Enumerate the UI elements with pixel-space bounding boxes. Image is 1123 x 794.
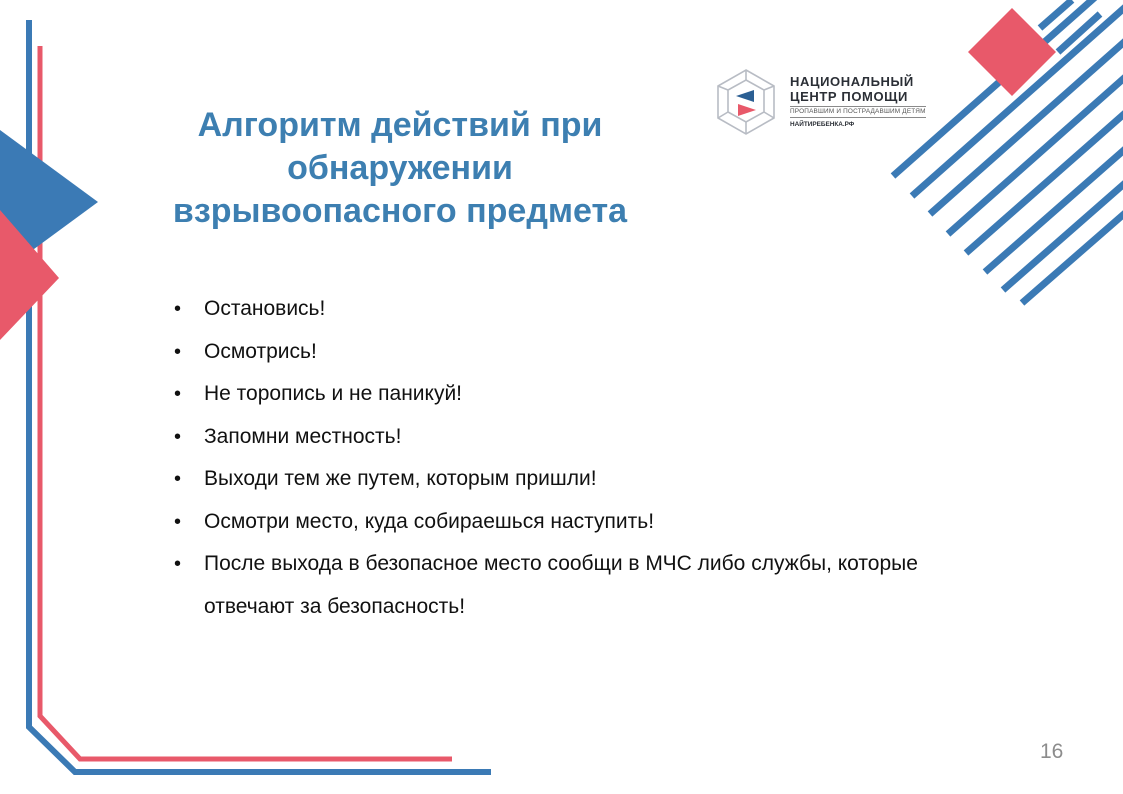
page-number: 16 <box>1040 740 1064 763</box>
logo-line-2: ЦЕНТР ПОМОЩИ <box>790 89 908 104</box>
instruction-list <box>172 288 952 628</box>
logo-blue-triangle <box>736 90 754 102</box>
ncpc-logo <box>714 66 924 138</box>
list-item: • Не торопись и не паникуй! <box>172 373 952 416</box>
title-line: обнаружении <box>287 149 513 187</box>
logo-red-triangle <box>738 104 756 116</box>
title-line: взрывоопасного предмета <box>172 192 628 230</box>
logo-line-3: ПРОПАВШИМ И ПОСТРАДАВШИМ ДЕТЯМ <box>790 106 926 118</box>
logo-website: НАЙТИРЕБЕНКА.РФ <box>790 121 855 128</box>
list-item: • Выходи тем же путем, которым пришли! <box>172 458 952 501</box>
logo-text <box>790 74 926 129</box>
list-item: • Осмотри место, куда собираешься наступить! <box>172 501 952 544</box>
list-item: • Осмотрись! <box>172 331 952 374</box>
list-item: • Остановись! <box>172 288 952 331</box>
logo-hexagon-icon <box>714 66 778 138</box>
title-line: Алгоритм действий при <box>197 106 603 144</box>
list-item: • После выхода в безопасное место сообщи в МЧС либо службы, которые отвечают за безопасность! <box>172 543 924 628</box>
list-item: • Запомни местность! <box>172 416 952 459</box>
stripe <box>1022 200 1123 303</box>
logo-line-1: НАЦИОНАЛЬНЫЙ <box>790 74 914 89</box>
slide-title <box>110 104 690 233</box>
